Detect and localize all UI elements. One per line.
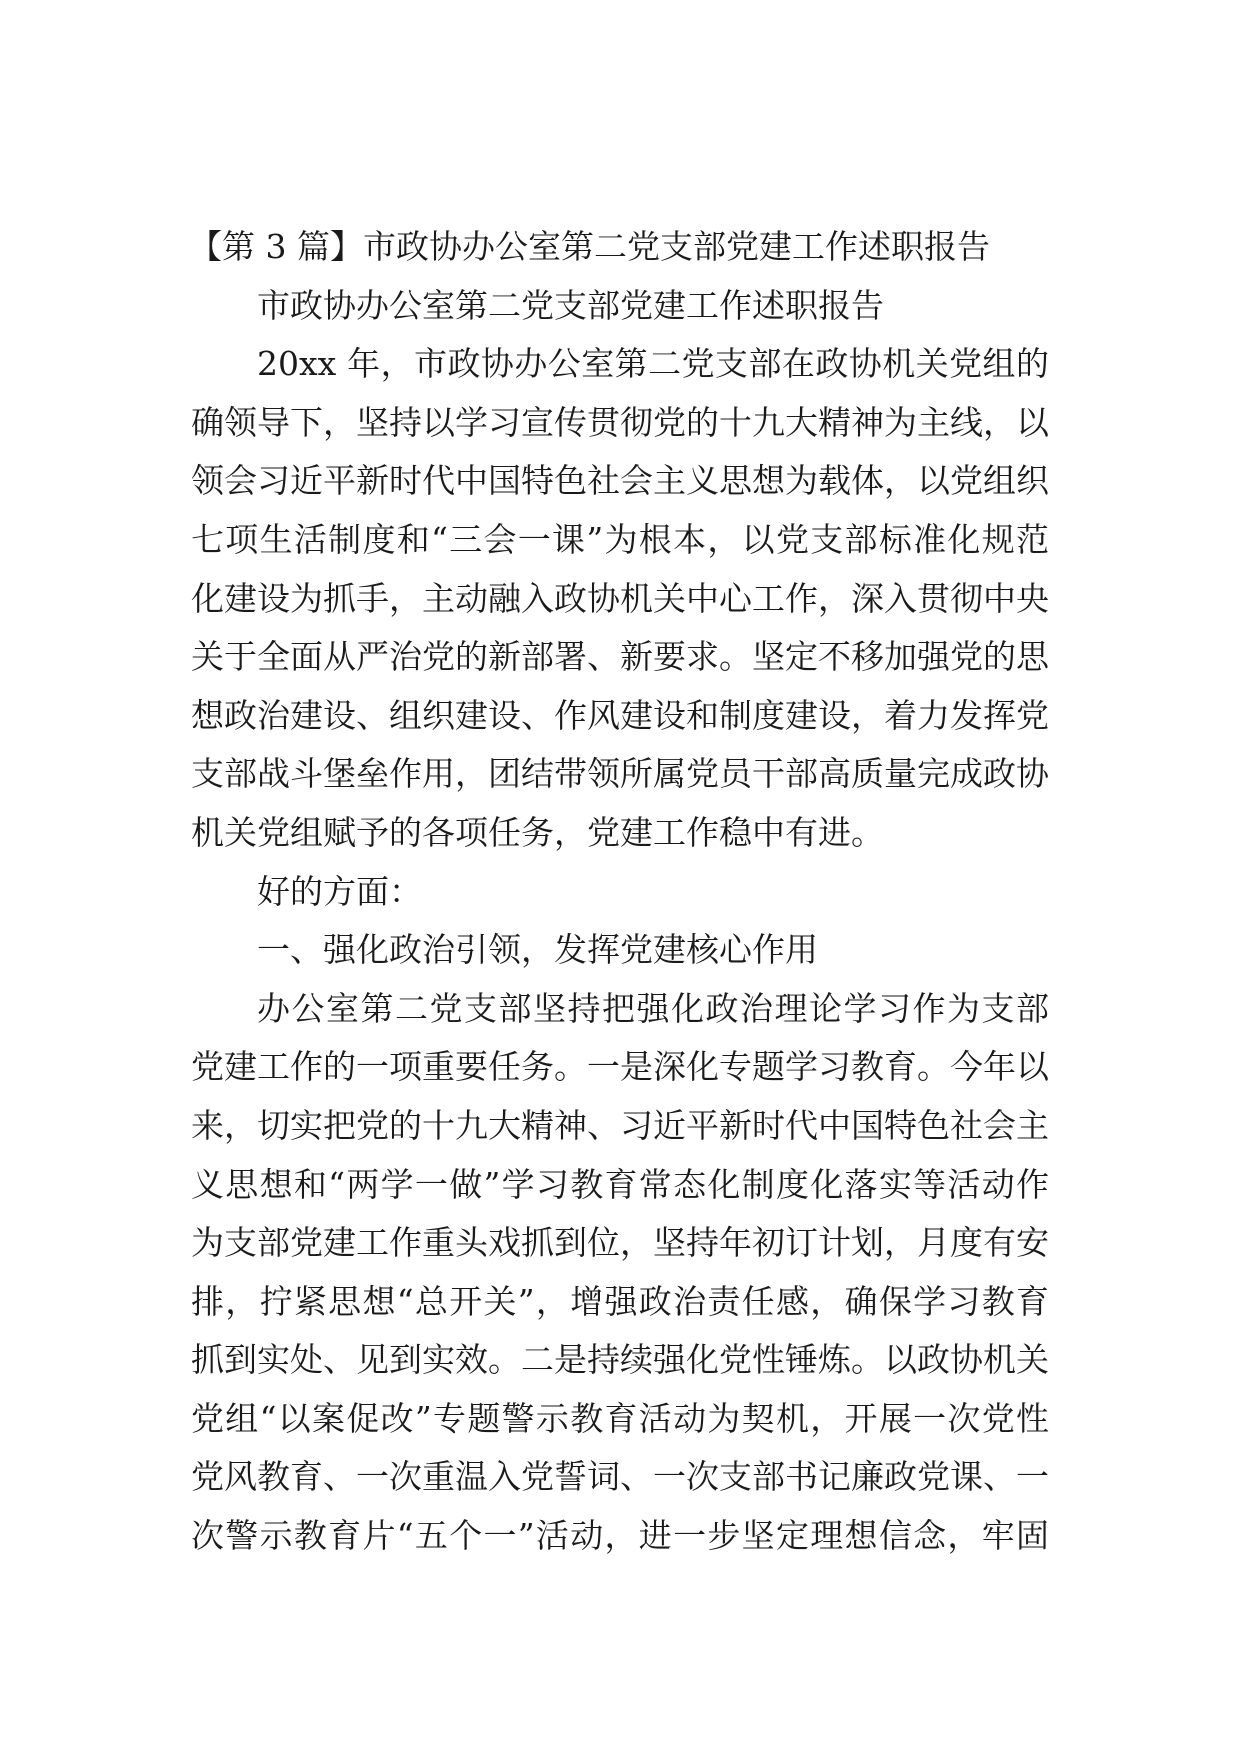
paragraph-line: 排，拧紧思想“总开关”，增强政治责任感，确保学习教育 — [191, 1281, 1049, 1321]
paragraph-line: 党组“以案促改”专题警示教育活动为契机，开展一次党性 — [191, 1398, 1049, 1438]
section-heading: 一、强化政治引领，发挥党建核心作用 — [257, 930, 818, 970]
paragraph-line: 想政治建设、组织建设、作风建设和制度建设，着力发挥党 — [191, 695, 1049, 735]
paragraph-line: 党建工作的一项重要任务。一是深化专题学习教育。今年以 — [191, 1047, 1049, 1087]
paragraph-line: 领会习近平新时代中国特色社会主义思想为载体，以党组织 — [191, 461, 1049, 501]
paragraph-line: 支部战斗堡垒作用，团结带领所属党员干部高质量完成政协 — [191, 754, 1049, 794]
paragraph-line: 确领导下，坚持以学习宣传贯彻党的十九大精神为主线，以 — [191, 402, 1049, 442]
good-aspects-label: 好的方面： — [257, 871, 422, 911]
report-title: 市政协办公室第二党支部党建工作述职报告 — [257, 285, 884, 325]
document-heading: 【第 3 篇】市政协办公室第二党支部党建工作述职报告 — [189, 227, 990, 266]
paragraph-line: 办公室第二党支部坚持把强化政治理论学习作为支部 — [257, 988, 1049, 1028]
paragraph-line: 抓到实处、见到实效。二是持续强化党性锤炼。以政协机关 — [191, 1340, 1049, 1380]
paragraph-line: 化建设为抓手，主动融入政协机关中心工作，深入贯彻中央 — [191, 578, 1049, 618]
paragraph-line: 次警示教育片“五个一”活动，进一步坚定理想信念，牢固 — [191, 1516, 1049, 1556]
document-body — [191, 218, 1049, 1566]
paragraph-line: 关于全面从严治党的新部署、新要求。坚定不移加强党的思 — [191, 637, 1049, 677]
paragraph-line: 义思想和“两学一做”学习教育常态化制度化落实等活动作 — [191, 1164, 1049, 1204]
paragraph-line: 七项生活制度和“三会一课”为根本，以党支部标准化规范 — [191, 519, 1049, 559]
paragraph-line: 机关党组赋予的各项任务，党建工作稳中有进。 — [191, 812, 884, 852]
paragraph-line: 来，切实把党的十九大精神、习近平新时代中国特色社会主 — [191, 1105, 1049, 1145]
paragraph-line: 20xx 年，市政协办公室第二党支部在政协机关党组的 — [257, 344, 1049, 384]
paragraph-line: 为支部党建工作重头戏抓到位，坚持年初订计划，月度有安 — [191, 1223, 1049, 1263]
paragraph-line: 党风教育、一次重温入党誓词、一次支部书记廉政党课、一 — [191, 1457, 1049, 1497]
